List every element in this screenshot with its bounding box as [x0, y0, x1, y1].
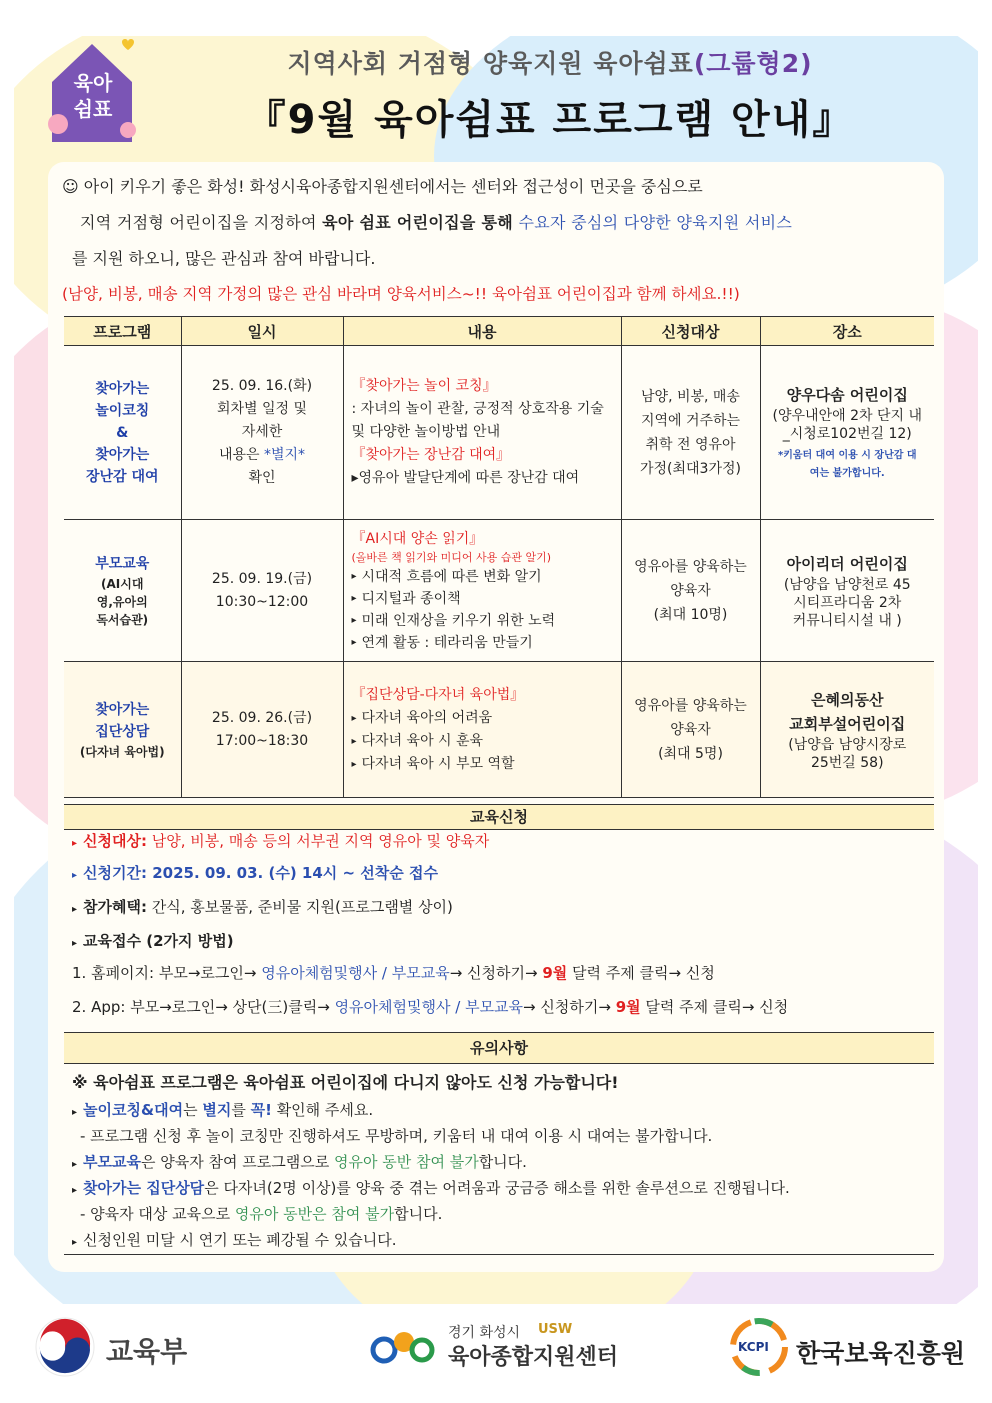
bullet-icon: ▸	[351, 592, 357, 604]
note2-bold: 부모교육	[83, 1153, 141, 1171]
target-line: 지역에 거주하는	[640, 412, 741, 429]
place-address: 커뮤니티시설 내 )	[792, 612, 902, 629]
apply-step-2	[72, 996, 788, 1017]
place-address: 25번길 58)	[810, 754, 884, 771]
intro-line2	[80, 210, 792, 233]
bullet-icon: ▸	[351, 614, 357, 626]
bullet-icon: ▸	[72, 1237, 78, 1248]
bullet-icon: ▸	[351, 758, 357, 770]
step1-menu: 영유아체험및행사 / 부모교육	[261, 964, 450, 982]
content-cell	[343, 346, 621, 520]
apply-target-label: 신청대상:	[83, 832, 147, 850]
kcpi-logo	[726, 1314, 966, 1384]
place-cell	[760, 346, 934, 520]
content-cell	[343, 520, 621, 662]
content-item-text: 다자녀 육아 시 부모 역할	[361, 755, 515, 772]
place-address: (남양읍 남양천로 45	[783, 576, 911, 593]
bullet-icon: ▸	[72, 838, 78, 849]
content-item	[352, 753, 613, 776]
bullet-icon: ▸	[351, 712, 357, 724]
note-4	[72, 1229, 397, 1250]
apply-benefit-value: 간식, 홍보물품, 준비물 지원(프로그램별 상이)	[147, 898, 453, 916]
program-cell	[64, 346, 181, 520]
program-table	[64, 316, 934, 798]
bullet-icon: ▸	[72, 1107, 78, 1118]
content-item-text: 연계 활동 : 테라리움 만들기	[361, 634, 533, 651]
footer	[0, 1306, 992, 1403]
step2-menu: 영유아체험및행사 / 부모교육	[334, 998, 524, 1016]
apply-benefit	[72, 896, 453, 917]
date-line: 10:30~12:00	[215, 593, 309, 610]
intro-line2-bold: 육아 쉼표 어린이집을 통해	[322, 213, 514, 232]
note4-text: 신청인원 미달 시 연기 또는 폐강될 수 있습니다.	[83, 1231, 397, 1249]
notes-bottom-rule	[64, 1254, 934, 1255]
content-cell	[343, 662, 621, 798]
logo-line2: 쉼표	[73, 97, 113, 121]
note3-sub-text: - 양육자 대상 교육으로	[80, 1205, 235, 1223]
subtitle-main: 지역사회 거점형 양육지원 육아쉼표	[287, 49, 694, 78]
date-line	[183, 444, 342, 467]
table-row	[64, 662, 934, 798]
content-item-text: 미래 인재상을 키우기 위한 노력	[361, 612, 556, 629]
step2-text: 달력 주제 클릭→ 신청	[640, 998, 789, 1016]
date-line: 25. 09. 19.(금)	[211, 570, 313, 587]
program-line: &	[116, 424, 129, 441]
target-line: 영유아를 양육하는	[634, 558, 747, 575]
bullet-icon: ▸	[72, 870, 78, 881]
logo-text	[58, 70, 128, 122]
apply-target-value: 남양, 비봉, 매송 등의 서부권 지역 영유아 및 양육자	[147, 832, 490, 850]
intro-line2-a: 지역 거점형 어린이집을 지정하여	[80, 213, 323, 232]
step2-month: 9월	[615, 998, 641, 1016]
step1-text: → 신청하기→	[449, 964, 543, 982]
note3-sub-green: 영유아 동반은 참여 불가	[234, 1205, 395, 1223]
note3-text: 은 다자녀(2명 이상)를 양육 중 겪는 어려움과 궁금증 해소를 위한 솔루션으로 진행됩니다.	[204, 1179, 790, 1197]
note-3	[72, 1177, 790, 1198]
program-line: 찾아가는	[95, 380, 150, 397]
note1-bold: 놀이코칭&대여	[83, 1101, 184, 1119]
step2-text: 2. App: 부모→로그인→ 상단(三)클릭→	[72, 998, 335, 1016]
content-item	[352, 730, 613, 753]
program-line: 부모교육	[95, 555, 150, 572]
content-subtitle: (올바른 책 읽기와 미디어 사용 습관 알기)	[351, 550, 552, 564]
apply-step-1	[72, 962, 715, 983]
note1-text: 를	[231, 1101, 251, 1119]
col-header-place: 장소	[760, 317, 934, 346]
center-name: 육아종합지원센터	[448, 1345, 619, 1370]
place-name: 양우다솜 어린이집	[786, 385, 908, 404]
content-item	[352, 588, 613, 610]
table-row	[64, 520, 934, 662]
apply-method-label: 교육접수 (2가지 방법)	[83, 932, 234, 950]
notes-main: ※ 육아쉼표 프로그램은 육아쉼표 어린이집에 다니지 않아도 신청 가능합니다!	[72, 1073, 619, 1092]
taegeuk-icon	[34, 1316, 96, 1378]
step2-text: → 신청하기→	[523, 998, 616, 1016]
table-row	[64, 346, 934, 520]
note2-text: 은 양육자 참여 프로그램으로	[141, 1153, 334, 1171]
bullet-icon: ▸	[351, 735, 357, 747]
col-header-target: 신청대상	[621, 317, 760, 346]
bullet-icon: ▸	[72, 938, 78, 949]
bullet-icon: ▸	[351, 636, 357, 648]
note-3-sub	[80, 1203, 442, 1224]
place-name: 교회부설어린이집	[789, 714, 906, 733]
content-item	[352, 610, 613, 632]
bullet-icon: ▸	[72, 904, 78, 915]
apply-period	[72, 862, 438, 883]
content-title: 『AI시대 양손 읽기』	[351, 530, 484, 547]
intro-line4: (남양, 비봉, 매송 지역 가정의 많은 관심 바라며 양육서비스~!! 육아쉼표 어린이집과 함께 하세요.!!)	[62, 285, 740, 303]
target-line: (최대 5명)	[658, 745, 723, 762]
place-address: 시티프라디움 2차	[793, 594, 902, 611]
program-sub: (AI시대	[101, 576, 144, 591]
date-line: 25. 09. 16.(화)	[211, 378, 313, 394]
intro-line3: 를 지원 하오니, 많은 관심과 참여 바랍니다.	[72, 249, 376, 268]
date-cell	[181, 662, 343, 798]
step1-month: 9월	[542, 964, 568, 982]
content-item-text: 시대적 흐름에 따른 변화 알기	[361, 568, 542, 585]
table-header-row	[64, 317, 934, 346]
content-item	[352, 566, 613, 588]
center-logo	[370, 1320, 619, 1374]
date-line: 회차별 일정 및	[216, 401, 308, 417]
content-title: 『집단상담-다자녀 육아법』	[351, 686, 525, 703]
bullet-icon: ▸	[351, 570, 357, 582]
apply-heading: 교육신청	[64, 804, 934, 830]
header-subtitle	[200, 44, 900, 80]
place-cell	[760, 662, 934, 798]
apply-period-value: 2025. 09. 03. (수) 14시 ~ 선착순 접수	[147, 864, 438, 882]
apply-benefit-label: 참가혜택:	[83, 898, 147, 916]
date-cell	[181, 346, 343, 520]
target-line: 가정(최대3가정)	[640, 460, 741, 477]
target-cell	[621, 346, 760, 520]
intro-line2-blue: 수요자 중심의 다양한 양육지원 서비스	[513, 213, 793, 232]
date-mid-text: 내용은	[218, 447, 264, 463]
program-sub: (다자녀 육아법)	[79, 744, 165, 759]
program-sub: 영,유아의	[96, 594, 148, 609]
step1-text: 1. 홈페이지: 부모→로그인→	[72, 964, 262, 982]
bullet-icon: ▸	[72, 1159, 78, 1170]
note3-sub-text: 합니다.	[394, 1205, 443, 1223]
note-1	[72, 1099, 373, 1120]
bullet-icon: ▸	[72, 1185, 78, 1196]
content-item-text: 디지털과 종이책	[361, 590, 461, 607]
center-city: 경기 화성시	[448, 1325, 521, 1341]
appendix-ref: *별지*	[263, 447, 306, 463]
note1-text: 확인해 주세요.	[271, 1101, 374, 1119]
center-logo-icon	[370, 1320, 436, 1370]
date-cell	[181, 520, 343, 662]
apply-period-label: 신청기간:	[83, 864, 147, 882]
step1-text: 달력 주제 클릭→ 신청	[567, 964, 715, 982]
col-header-program: 프로그램	[64, 317, 181, 346]
content-item-text: 다자녀 육아 시 훈육	[361, 732, 484, 749]
program-sub: 독서습관)	[96, 612, 149, 627]
note1-bold: 꼭!	[250, 1101, 272, 1119]
content-item-text: 다자녀 육아의 어려움	[361, 709, 493, 726]
program-line: 장난감 대여	[86, 468, 159, 485]
target-line: (최대 10명)	[653, 606, 728, 623]
place-note: *키움터 대여 이용 시 장난감 대여는 불가합니다.	[777, 449, 917, 479]
moe-name: 교육부	[106, 1335, 188, 1368]
place-address: (남양읍 남양시장로	[788, 736, 907, 753]
target-line: 취학 전 영유아	[645, 436, 736, 453]
target-cell	[621, 520, 760, 662]
target-line: 남양, 비봉, 매송	[641, 388, 740, 405]
content-title: 『찾아가는 장난감 대여』	[351, 447, 511, 463]
target-line: 양육자	[670, 582, 711, 599]
kcpi-badge: KCPI	[738, 1340, 769, 1354]
kcpi-name: 한국보육진흥원	[796, 1339, 966, 1368]
apply-method	[72, 930, 234, 951]
col-header-date: 일시	[181, 317, 343, 346]
note3-bold: 찾아가는 집단상담	[83, 1179, 205, 1197]
content-item	[352, 707, 613, 730]
target-line: 영유아를 양육하는	[634, 697, 747, 714]
content-title: 『찾아가는 놀이 코칭』	[351, 378, 497, 394]
subtitle-group: (그룹형2)	[693, 49, 813, 78]
content-item	[352, 632, 613, 654]
intro-line1: ☺ 아이 키우기 좋은 화성! 화성시육아종합지원센터에서는 센터와 접근성이 먼곳을 중심으로	[62, 177, 703, 196]
content-text: ▸영유아 발달단계에 따른 장난감 대여	[351, 470, 580, 486]
notes-heading: 유의사항	[64, 1032, 934, 1064]
program-cell	[64, 520, 181, 662]
place-cell	[760, 520, 934, 662]
date-line: 확인	[248, 470, 276, 486]
logo-line1: 육아	[73, 71, 113, 95]
target-line: 양육자	[670, 721, 711, 738]
place-name: 은혜의동산	[811, 690, 884, 709]
date-line: 17:00~18:30	[215, 732, 309, 749]
content-text: : 자녀의 놀이 관찰, 긍정적 상호작용 기술 및 다양한 놀이방법 안내	[351, 401, 604, 440]
date-line: 25. 09. 26.(금)	[211, 709, 313, 726]
place-address: (양우내안애 2차 단지 내 _시청로102번길 12)	[772, 407, 922, 442]
program-line: 집단상담	[95, 723, 150, 740]
usw-mark: USW	[538, 1322, 573, 1337]
date-line: 자세한	[241, 424, 283, 440]
note1-text: 는	[183, 1101, 203, 1119]
note-1-sub: - 프로그램 신청 후 놀이 코칭만 진행하셔도 무방하며, 키움터 내 대여 이용 시 대여는 불가합니다.	[80, 1127, 713, 1145]
page-title: 『9월 육아쉼표 프로그램 안내』	[245, 97, 855, 143]
col-header-content: 내용	[343, 317, 621, 346]
note1-bold: 별지	[202, 1101, 232, 1119]
note2-text: 합니다.	[478, 1153, 527, 1171]
moe-logo	[34, 1316, 188, 1382]
place-name: 아이리더 어린이집	[786, 554, 908, 573]
note2-green: 영유아 동반 참여 불가	[333, 1153, 479, 1171]
program-line: 찾아가는	[95, 446, 150, 463]
note-2	[72, 1151, 527, 1172]
program-cell	[64, 662, 181, 798]
program-line: 놀이코칭	[95, 402, 150, 419]
apply-target	[72, 830, 489, 851]
target-cell	[621, 662, 760, 798]
program-line: 찾아가는	[95, 701, 150, 718]
